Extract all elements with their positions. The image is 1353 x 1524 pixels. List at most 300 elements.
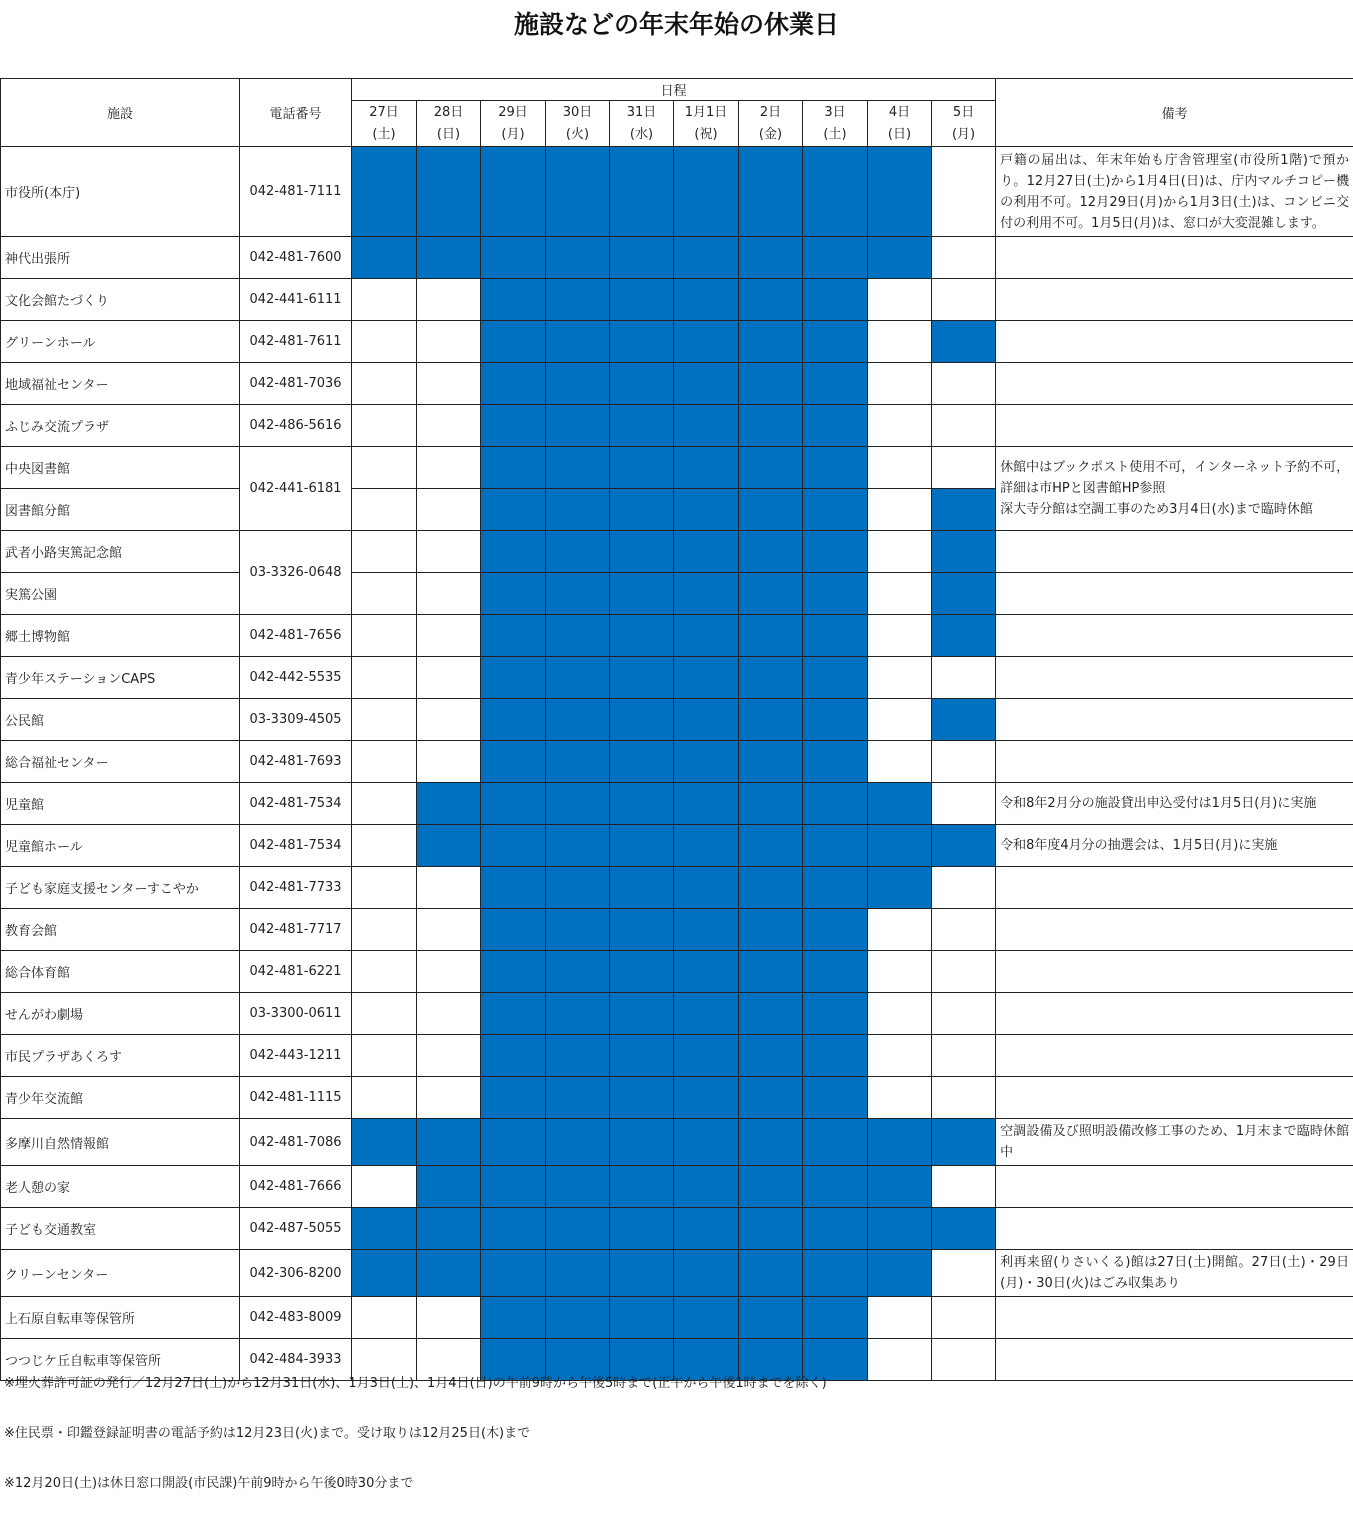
facility-name: グリーンホール [1,321,240,363]
closed-day-cell [739,783,803,825]
closed-day-cell [546,363,610,405]
open-day-cell [932,1035,996,1077]
closed-day-cell [610,531,674,573]
open-day-cell [932,237,996,279]
table-row [1,321,1353,363]
remarks-cell [996,657,1353,699]
closed-day-cell [481,951,546,993]
closed-day-cell [674,1035,739,1077]
closed-day-cell [417,237,481,279]
closed-day-cell [803,1035,868,1077]
closed-day-cell [868,783,932,825]
closed-day-cell [739,909,803,951]
closed-day-cell [481,363,546,405]
closed-day-cell [610,867,674,909]
day-header [352,101,417,147]
table-row [1,1208,1353,1250]
closed-day-cell [803,615,868,657]
closed-day-cell [481,237,546,279]
table-row [1,867,1353,909]
day-of-week: (日) [417,124,480,146]
footnotes [4,1374,827,1524]
open-day-cell [417,531,481,573]
open-day-cell [352,531,417,573]
table-row [1,615,1353,657]
day-date: 4日 [868,102,931,124]
day-header [739,101,803,147]
closed-day-cell [739,1297,803,1339]
closed-day-cell [803,147,868,237]
open-day-cell [417,1297,481,1339]
open-day-cell [417,867,481,909]
day-header [417,101,481,147]
table-row [1,783,1353,825]
table-row [1,1250,1353,1297]
open-day-cell [932,1250,996,1297]
closed-day-cell [610,1208,674,1250]
facility-name: 総合体育館 [1,951,240,993]
open-day-cell [417,405,481,447]
remarks-cell [996,615,1353,657]
closed-day-cell [868,237,932,279]
closed-day-cell [610,489,674,531]
closed-day-cell [610,405,674,447]
closed-day-cell [610,147,674,237]
day-of-week: (土) [352,124,416,146]
closed-day-cell [674,909,739,951]
open-day-cell [352,993,417,1035]
facility-name: 子ども家庭支援センターすこやか [1,867,240,909]
facility-name: 実篤公園 [1,573,240,615]
closed-day-cell [803,363,868,405]
closed-day-cell [610,783,674,825]
open-day-cell [352,279,417,321]
remarks-cell [996,1339,1353,1381]
closed-day-cell [674,447,739,489]
phone-number: 03-3309-4505 [240,699,352,741]
phone-number: 042-481-7733 [240,867,352,909]
remarks-cell [996,363,1353,405]
closed-day-cell [803,1119,868,1166]
closed-day-cell [546,1035,610,1077]
table-row [1,1077,1353,1119]
closed-day-cell [739,237,803,279]
open-day-cell [932,363,996,405]
day-of-week: (金) [739,124,802,146]
open-day-cell [417,363,481,405]
open-day-cell [417,909,481,951]
closed-day-cell [481,1297,546,1339]
remarks-cell [996,1119,1353,1166]
remarks-cell [996,279,1353,321]
closed-day-cell [739,825,803,867]
closed-day-cell [674,1208,739,1250]
closure-schedule-table [0,78,1353,1381]
open-day-cell [352,321,417,363]
table-row [1,909,1353,951]
closed-day-cell [481,993,546,1035]
closed-day-cell [546,1119,610,1166]
closed-day-cell [803,825,868,867]
day-date: 2日 [739,102,802,124]
closed-day-cell [932,321,996,363]
closed-day-cell [803,909,868,951]
closed-day-cell [610,699,674,741]
closed-day-cell [481,783,546,825]
open-day-cell [352,489,417,531]
closed-day-cell [674,951,739,993]
phone-number: 042-484-3933 [240,1339,352,1381]
closed-day-cell [610,1119,674,1166]
open-day-cell [352,1035,417,1077]
closed-day-cell [610,1166,674,1208]
closed-day-cell [481,741,546,783]
closed-day-cell [803,447,868,489]
closed-day-cell [610,657,674,699]
table-row [1,531,1353,573]
open-day-cell [417,615,481,657]
closed-day-cell [739,951,803,993]
facility-name: 児童館 [1,783,240,825]
page-title: 施設などの年末年始の休業日 [0,6,1353,44]
closed-day-cell [546,1250,610,1297]
day-header [803,101,868,147]
open-day-cell [868,699,932,741]
remarks-cell [996,741,1353,783]
schedule-header: 日程 [352,79,996,101]
closed-day-cell [739,699,803,741]
day-header [868,101,932,147]
open-day-cell [352,1077,417,1119]
closed-day-cell [932,1208,996,1250]
remarks-cell [996,1035,1353,1077]
phone-number: 042-441-6181 [240,447,352,531]
closed-day-cell [546,321,610,363]
closed-day-cell [546,405,610,447]
table-row [1,1297,1353,1339]
table-row [1,237,1353,279]
facility-name: 青少年交流館 [1,1077,240,1119]
open-day-cell [932,1339,996,1381]
open-day-cell [352,741,417,783]
closed-day-cell [803,699,868,741]
remarks-cell [996,1250,1353,1297]
remarks-cell [996,993,1353,1035]
closed-day-cell [739,1208,803,1250]
open-day-cell [352,615,417,657]
schedule-rows [1,147,1353,1381]
open-day-cell [868,741,932,783]
closed-day-cell [546,1208,610,1250]
closed-day-cell [481,573,546,615]
phone-number: 042-483-8009 [240,1297,352,1339]
closed-day-cell [546,909,610,951]
closed-day-cell [546,993,610,1035]
remarks-cell [996,867,1353,909]
closed-day-cell [610,1035,674,1077]
closed-day-cell [739,1119,803,1166]
closed-day-cell [546,279,610,321]
closed-day-cell [803,783,868,825]
open-day-cell [417,1077,481,1119]
open-day-cell [352,951,417,993]
open-day-cell [417,741,481,783]
open-day-cell [868,951,932,993]
closed-day-cell [739,321,803,363]
closed-day-cell [868,867,932,909]
closed-day-cell [739,741,803,783]
closed-day-cell [803,1077,868,1119]
closed-day-cell [352,1119,417,1166]
open-day-cell [868,615,932,657]
remarks-text: 休館中はブックポスト使用不可，インターネット予約不可，詳細は市HPと図書館HP参照 [1000,457,1349,499]
phone-number: 042-487-5055 [240,1208,352,1250]
closed-day-cell [610,909,674,951]
footnote-cremation: ※埋火葬許可証の発行／12月27日(土)から12月31日(水)、1月3日(土)、1月4日(日)の午前9時から午後5時まで(正午から午後1時までを除く) [4,1374,827,1424]
closed-day-cell [739,1077,803,1119]
day-of-week: (祝) [674,124,738,146]
open-day-cell [352,909,417,951]
closed-day-cell [803,531,868,573]
closed-day-cell [932,825,996,867]
remarks-cell [996,321,1353,363]
open-day-cell [417,657,481,699]
closed-day-cell [610,363,674,405]
facility-name: 武者小路実篤記念館 [1,531,240,573]
day-date: 27日 [352,102,416,124]
closed-day-cell [481,1077,546,1119]
closed-day-cell [803,867,868,909]
phone-header: 電話番号 [240,79,352,147]
closed-day-cell [803,573,868,615]
phone-number: 042-441-6111 [240,279,352,321]
open-day-cell [417,489,481,531]
open-day-cell [868,1077,932,1119]
facility-name: 児童館ホール [1,825,240,867]
closed-day-cell [546,1297,610,1339]
closed-day-cell [674,993,739,1035]
closed-day-cell [481,615,546,657]
open-day-cell [352,405,417,447]
open-day-cell [868,1035,932,1077]
remarks-header: 備考 [996,79,1353,147]
closed-day-cell [674,147,739,237]
closed-day-cell [674,867,739,909]
closed-day-cell [739,363,803,405]
table-row [1,993,1353,1035]
phone-number: 042-481-7086 [240,1119,352,1166]
closed-day-cell [932,573,996,615]
open-day-cell [932,783,996,825]
remarks-cell [996,147,1353,237]
open-day-cell [932,867,996,909]
open-day-cell [868,279,932,321]
closed-day-cell [739,1035,803,1077]
phone-number: 042-306-8200 [240,1250,352,1297]
closed-day-cell [674,489,739,531]
phone-number: 042-481-7600 [240,237,352,279]
closed-day-cell [739,1166,803,1208]
table-row [1,825,1353,867]
facility-name: せんがわ劇場 [1,993,240,1035]
closed-day-cell [610,321,674,363]
table-row [1,147,1353,237]
open-day-cell [868,489,932,531]
closed-day-cell [481,405,546,447]
closed-day-cell [546,741,610,783]
closed-day-cell [739,1250,803,1297]
day-header [932,101,996,147]
open-day-cell [932,993,996,1035]
open-day-cell [868,993,932,1035]
closed-day-cell [739,615,803,657]
closed-day-cell [417,783,481,825]
closed-day-cell [932,531,996,573]
closed-day-cell [868,147,932,237]
closed-day-cell [481,1035,546,1077]
closed-day-cell [481,531,546,573]
facility-name: 公民館 [1,699,240,741]
closed-day-cell [803,279,868,321]
open-day-cell [352,447,417,489]
phone-number: 042-481-7611 [240,321,352,363]
closed-day-cell [803,237,868,279]
closed-day-cell [674,699,739,741]
closed-day-cell [417,1119,481,1166]
open-day-cell [868,531,932,573]
day-of-week: (月) [932,124,995,146]
closed-day-cell [610,279,674,321]
open-day-cell [352,363,417,405]
open-day-cell [352,573,417,615]
remarks-cell [996,825,1353,867]
facility-name: つつじケ丘自転車等保管所 [1,1339,240,1381]
closed-day-cell [352,1208,417,1250]
open-day-cell [868,573,932,615]
open-day-cell [932,657,996,699]
closed-day-cell [674,1166,739,1208]
facility-name: 青少年ステーションCAPS [1,657,240,699]
remarks-cell [996,1077,1353,1119]
closed-day-cell [610,825,674,867]
closed-day-cell [546,867,610,909]
closed-day-cell [803,405,868,447]
open-day-cell [868,909,932,951]
phone-number: 03-3300-0611 [240,993,352,1035]
closed-day-cell [868,1250,932,1297]
closed-day-cell [739,489,803,531]
open-day-cell [932,1077,996,1119]
closed-day-cell [803,321,868,363]
remarks-cell [996,1208,1353,1250]
table-row [1,1166,1353,1208]
remarks-cell [996,1166,1353,1208]
closed-day-cell [674,783,739,825]
open-day-cell [417,447,481,489]
closed-day-cell [610,741,674,783]
closed-day-cell [739,147,803,237]
closed-day-cell [674,531,739,573]
closed-day-cell [674,279,739,321]
open-day-cell [868,363,932,405]
open-day-cell [352,1297,417,1339]
closed-day-cell [417,147,481,237]
open-day-cell [417,951,481,993]
closed-day-cell [803,1250,868,1297]
facility-name: 老人憩の家 [1,1166,240,1208]
closed-day-cell [932,699,996,741]
open-day-cell [417,699,481,741]
remarks-cell [996,447,1353,531]
closed-day-cell [803,741,868,783]
facility-name: 上石原自転車等保管所 [1,1297,240,1339]
closed-day-cell [417,1208,481,1250]
closed-day-cell [417,825,481,867]
open-day-cell [352,657,417,699]
facility-name: 文化会館たづくり [1,279,240,321]
phone-number: 042-481-7111 [240,147,352,237]
closed-day-cell [803,1208,868,1250]
table-row [1,573,1353,615]
closed-day-cell [803,657,868,699]
facility-name: 多摩川自然情報館 [1,1119,240,1166]
facility-name: 教育会館 [1,909,240,951]
closed-day-cell [481,699,546,741]
footnote-resident-card: ※住民票・印鑑登録証明書の電話予約は12月23日(火)まで。受け取りは12月25日(木)まで [4,1424,827,1474]
closed-day-cell [546,573,610,615]
phone-number: 042-481-7666 [240,1166,352,1208]
phone-number: 042-481-1115 [240,1077,352,1119]
open-day-cell [352,699,417,741]
closed-day-cell [739,867,803,909]
closed-day-cell [803,993,868,1035]
closed-day-cell [546,951,610,993]
open-day-cell [417,279,481,321]
closed-day-cell [739,279,803,321]
closed-day-cell [803,1166,868,1208]
remarks-cell [996,531,1353,573]
closed-day-cell [674,321,739,363]
remarks-cell [996,573,1353,615]
day-date: 1月1日 [674,102,738,124]
phone-number: 042-443-1211 [240,1035,352,1077]
day-of-week: (日) [868,124,931,146]
facility-name: 神代出張所 [1,237,240,279]
remarks-text: 空調設備及び照明設備改修工事のため、1月末まで臨時休館中 [1000,1121,1349,1163]
closed-day-cell [674,573,739,615]
closed-day-cell [610,447,674,489]
closed-day-cell [674,363,739,405]
closed-day-cell [803,489,868,531]
closed-day-cell [481,1119,546,1166]
closed-day-cell [546,147,610,237]
day-date: 3日 [803,102,867,124]
closed-day-cell [868,1119,932,1166]
closed-day-cell [932,615,996,657]
table-row [1,1119,1353,1166]
remarks-cell [996,909,1353,951]
day-of-week: (土) [803,124,867,146]
closed-day-cell [739,405,803,447]
closed-day-cell [352,147,417,237]
closed-day-cell [546,489,610,531]
facility-name: ふじみ交流プラザ [1,405,240,447]
remarks-cell [996,699,1353,741]
closed-day-cell [674,657,739,699]
table-row [1,405,1353,447]
closed-day-cell [481,1166,546,1208]
closed-day-cell [352,1250,417,1297]
